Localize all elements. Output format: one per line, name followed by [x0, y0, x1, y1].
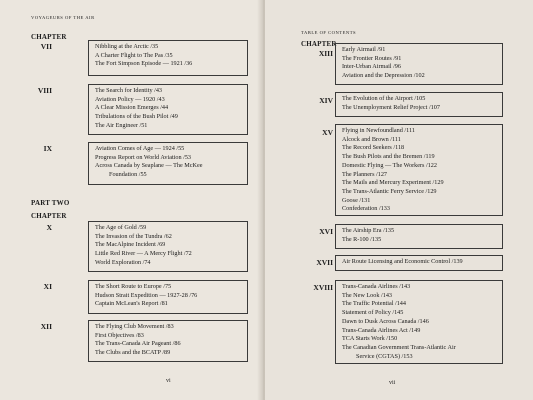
running-head-left: VOYAGEURS OF THE AIR	[31, 15, 95, 20]
toc-entry: The Mails and Mercury Experiment /129	[342, 179, 444, 187]
toc-entry: Trans-Canada Airlines Act /149	[342, 326, 421, 334]
toc-entry: Flying in Newfoundland /111	[342, 127, 415, 134]
chapter-box	[88, 40, 248, 76]
toc-entry: Aviation and the Depression /102	[342, 72, 425, 80]
chapter-number: VIII	[37, 86, 52, 95]
toc-entry: First Objectives /83	[95, 331, 144, 339]
toc-entry: The Invasion of the Tundra /62	[95, 232, 172, 240]
toc-entry: The Canadian Government Trans-Atlantic Air	[342, 343, 456, 351]
toc-entry: The Flying Club Movement /83	[95, 323, 174, 330]
toc-entry: The Trans-Canada Air Pageant /86	[95, 340, 181, 348]
toc-entry: Hudson Strait Expedition — 1927-28 /76	[95, 291, 198, 299]
running-head-right: TABLE OF CONTENTS	[301, 30, 357, 35]
toc-entry: The Planners /127	[342, 170, 388, 178]
toc-entry: Inter-Urban Airmail /96	[342, 63, 401, 71]
toc-entry: World Exploration /74	[95, 258, 151, 266]
toc-entry: The R-100 /135	[342, 235, 382, 243]
toc-entry: Dawn to Dusk Across Canada /146	[342, 317, 429, 325]
toc-entry: The Age of Gold /59	[95, 224, 147, 231]
toc-entry: The New Look /143	[342, 291, 393, 299]
toc-entry: The Record Seekers /118	[342, 144, 405, 152]
chapter-number: X	[46, 223, 52, 232]
toc-entry: Aviation Policy — 1920 /43	[95, 95, 165, 103]
chapter-number: VII	[40, 42, 52, 51]
chapter-number: XIV	[319, 96, 333, 105]
chapter-box	[335, 224, 503, 249]
toc-entry: The Evolution of the Airport /105	[342, 95, 426, 102]
toc-entry: The Traffic Potential /144	[342, 300, 406, 308]
toc-entry: Across Canada by Seaplane — The McKee	[95, 162, 203, 170]
left-page	[0, 0, 263, 400]
page-number-left: vi	[166, 378, 171, 384]
toc-entry: The Fort Simpson Episode — 1921 /36	[95, 60, 193, 68]
chapter-number: XI	[43, 282, 52, 291]
chapter-box	[88, 84, 248, 135]
toc-entry: Captain McLean's Report /81	[95, 300, 168, 308]
toc-entry: Statement of Policy /145	[342, 309, 404, 317]
toc-entry: The Short Route to Europe /75	[95, 283, 172, 290]
toc-entry: The Unemployment Relief Project /107	[342, 103, 440, 111]
chapter-box	[88, 280, 248, 314]
part-title: PART TWO	[31, 199, 70, 207]
toc-entry: The Trans-Atlantic Ferry Service /129	[342, 187, 437, 195]
toc-entry: The Frontier Routes /91	[342, 54, 402, 62]
chapter-box	[88, 221, 248, 272]
chapter-box	[335, 280, 503, 364]
chapter-box	[335, 255, 503, 271]
chapter-number: XVIII	[313, 283, 333, 292]
toc-entry: Early Airmail /91	[342, 46, 386, 53]
chapter-number: XV	[322, 128, 333, 137]
toc-entry: Tribulations of the Bush Pilot /49	[95, 113, 178, 121]
toc-entry: Nibbling at the Arctic /35	[95, 43, 159, 50]
chapter-label-left: CHAPTER	[31, 33, 67, 41]
toc-entry: The Bush Pilots and the Bremen /119	[342, 153, 435, 161]
part-chapter-label: CHAPTER	[31, 212, 67, 220]
chapter-box	[88, 320, 248, 362]
toc-entry: Service (CGTAS) /153	[356, 352, 413, 360]
chapter-number: XIII	[318, 49, 333, 58]
toc-entry: Progress Report on World Aviation /53	[95, 153, 192, 161]
toc-entry: The Air Engineer /51	[95, 121, 148, 129]
chapter-number: XVII	[316, 258, 333, 267]
toc-entry: Alcock and Brown /111	[342, 135, 401, 143]
toc-entry: Foundation /55	[109, 171, 147, 179]
chapter-box	[335, 43, 503, 85]
chapter-number: XII	[40, 322, 52, 331]
right-page	[265, 0, 533, 400]
chapter-number: IX	[43, 144, 52, 153]
toc-entry: The Search for Identity /43	[95, 87, 163, 94]
toc-entry: TCA Starts Work /150	[342, 335, 398, 343]
chapter-box	[335, 124, 503, 216]
chapter-box	[88, 142, 248, 185]
toc-entry: The MacAlpine Incident /69	[95, 241, 166, 249]
toc-entry: Aviation Comes of Age — 1924 /55	[95, 145, 185, 152]
toc-entry: The Airship Era /135	[342, 227, 395, 234]
toc-entry: Domestic Flying — The Workers /122	[342, 161, 437, 169]
toc-entry: Trans-Canada Airlines /143	[342, 283, 411, 290]
toc-entry: Air Route Licensing and Economic Control /139	[342, 258, 463, 265]
toc-entry: Confederation /133	[342, 205, 390, 213]
toc-entry: Little Red River — A Mercy Flight /72	[95, 250, 192, 258]
toc-entry: A Charter Flight to The Pas /35	[95, 51, 173, 59]
chapter-box	[335, 92, 503, 117]
page-number-right: vii	[389, 380, 396, 386]
toc-entry: Goose /131	[342, 196, 371, 204]
toc-entry: A Clear Mission Emerges /44	[95, 104, 169, 112]
toc-entry: The Clubs and the BCATP /89	[95, 349, 171, 357]
chapter-label-right: CHAPTER	[301, 40, 337, 48]
chapter-number: XVI	[319, 227, 333, 236]
